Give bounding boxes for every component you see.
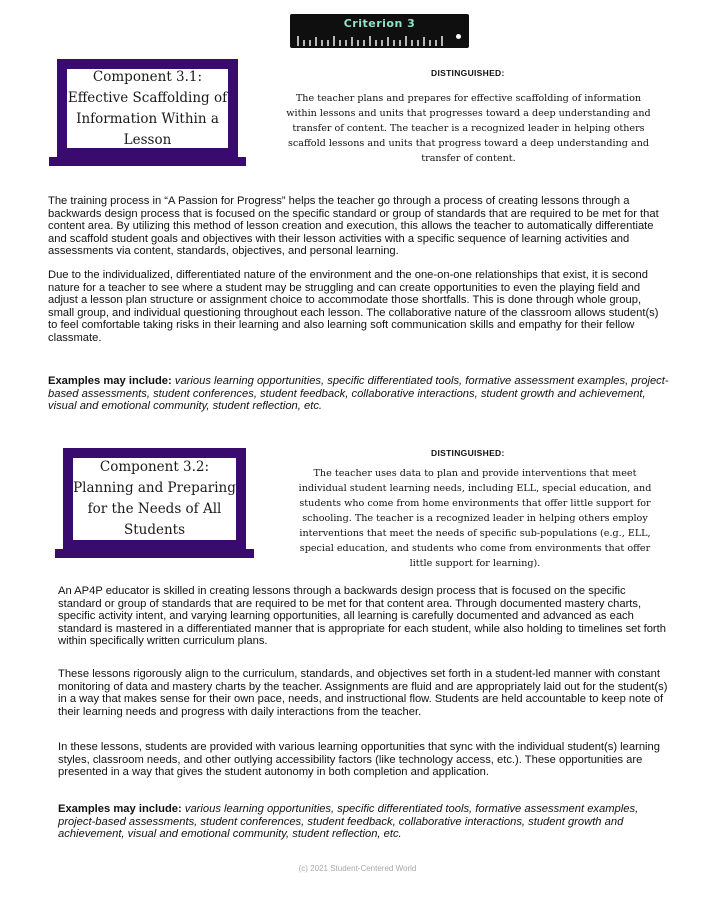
component-3-1-title: Component 3.1: Effective Scaffolding of Information Within a Lesson	[67, 68, 228, 148]
section-3-1-examples	[48, 375, 673, 413]
footer-copyright: (c) 2021 Student-Centered World	[298, 864, 417, 873]
component-3-2-title: Component 3.2: Planning and Preparing for the Needs of All Students	[73, 459, 236, 538]
examples-text: various learning opportunities, specific differentiated tools, formative assessment examples, project-based assessments, student conferences, student feedback, collaborative interactions, student growth and achievement, visual and emotional community, student reflection, etc.	[48, 375, 669, 413]
section-3-2-paragraph-2: These lessons rigorously align to the curriculum, standards, and objectives set forth in a student-led manner with constant monitoring of data and mastery charts by the teacher. Assignments are fluid and are appropriately laid out for the student(s) in a way that makes sense for their own pace, needs, and instructional flow. Students are held accountable to keep note of their learning needs and progress with daily interactions from the teacher.	[58, 668, 668, 718]
section-3-2-paragraph-3: In these lessons, students are provided with various learning opportunities that sync with the individual student(s) learning styles, classroom needs, and other outlying accessibility factors (like technology access, etc.). These opportunities are presented in a way that gives the student autonomy in both completion and application.	[58, 741, 660, 779]
laptop-base	[55, 549, 254, 558]
distinguished-label-3-2: DISTINGUISHED:	[431, 448, 505, 458]
section-3-1-paragraph-2: Due to the individualized, differentiated nature of the environment and the one-on-one relationships that exist, it is second nature for a teacher to see where a student may be struggling and can create opportunities to even the playing field and adjust a lesson plan structure or assignment choice to accommodate those shortfalls. This is done through whole group, small group, and individual questioning throughout each lesson. The collaborative nature of the classroom allows student(s) to feel comfortable taking risks in their learning and also learning soft communication skills and empathy for their fellow classmate.	[48, 269, 659, 344]
laptop-base	[49, 157, 246, 166]
criterion-ruler-header	[290, 14, 469, 48]
criterion-title: Criterion 3	[343, 17, 416, 30]
section-3-2-examples	[58, 803, 670, 841]
distinguished-label-3-1: DISTINGUISHED:	[431, 68, 505, 78]
ruler-dot	[456, 34, 461, 39]
component-3-2-frame	[63, 448, 246, 558]
examples-text: various learning opportunities, specific differentiated tools, formative assessment examples, project-based assessments, student conferences, student feedback, collaborative interactions, student growth and achievement, visual and emotional community, student reflection, etc.	[58, 803, 639, 841]
distinguished-text-3-1: The teacher plans and prepares for effective scaffolding of information within lessons and units that progresses toward a deep understanding and transfer of content. The teacher is a recognized leader in helping others scaffold lessons and units that progress toward a deep understanding and transfer of content.	[286, 93, 651, 164]
component-3-1-frame	[57, 59, 238, 166]
examples-label: Examples may include:	[58, 803, 182, 815]
section-3-2-paragraph-1: An AP4P educator is skilled in creating lessons through a backwards design process that is focused on the specific standard or group of standards that are required to be met for that content area. Through documented mastery charts, specific activity intent, and varying learning opportunities, all learning is carefully documented and advanced as each standard is mastered in a differentiated manner that is appropriate for each student, while also holding to timelines set forth within specifically written curriculum plans.	[58, 585, 666, 648]
examples-label: Examples may include:	[48, 375, 172, 387]
section-3-1-paragraph-1: The training process in “A Passion for Progress” helps the teacher go through a process of creating lessons through a backwards design process that is focused on the specific standard or group of standards that are required to be met for that content area. By utilizing this method of lesson creation and execution, this allows the teacher to automatically differentiate and scaffold student goals and objectives with their lesson activities with a specific sequence of learning activities and assessments via content, standards, objectives, and personal learning.	[48, 195, 659, 258]
ruler-ticks	[296, 34, 446, 46]
distinguished-text-3-2: The teacher uses data to plan and provide interventions that meet individual student learning needs, including ELL, special education, and students who come from home environments that offer little support for schooling. The teacher is a recognized leader in helping others employ interventions that meet the needs of specific sub-populations (e.g., ELL, special education, and students who come from environments that offer little support for learning).	[298, 468, 652, 569]
